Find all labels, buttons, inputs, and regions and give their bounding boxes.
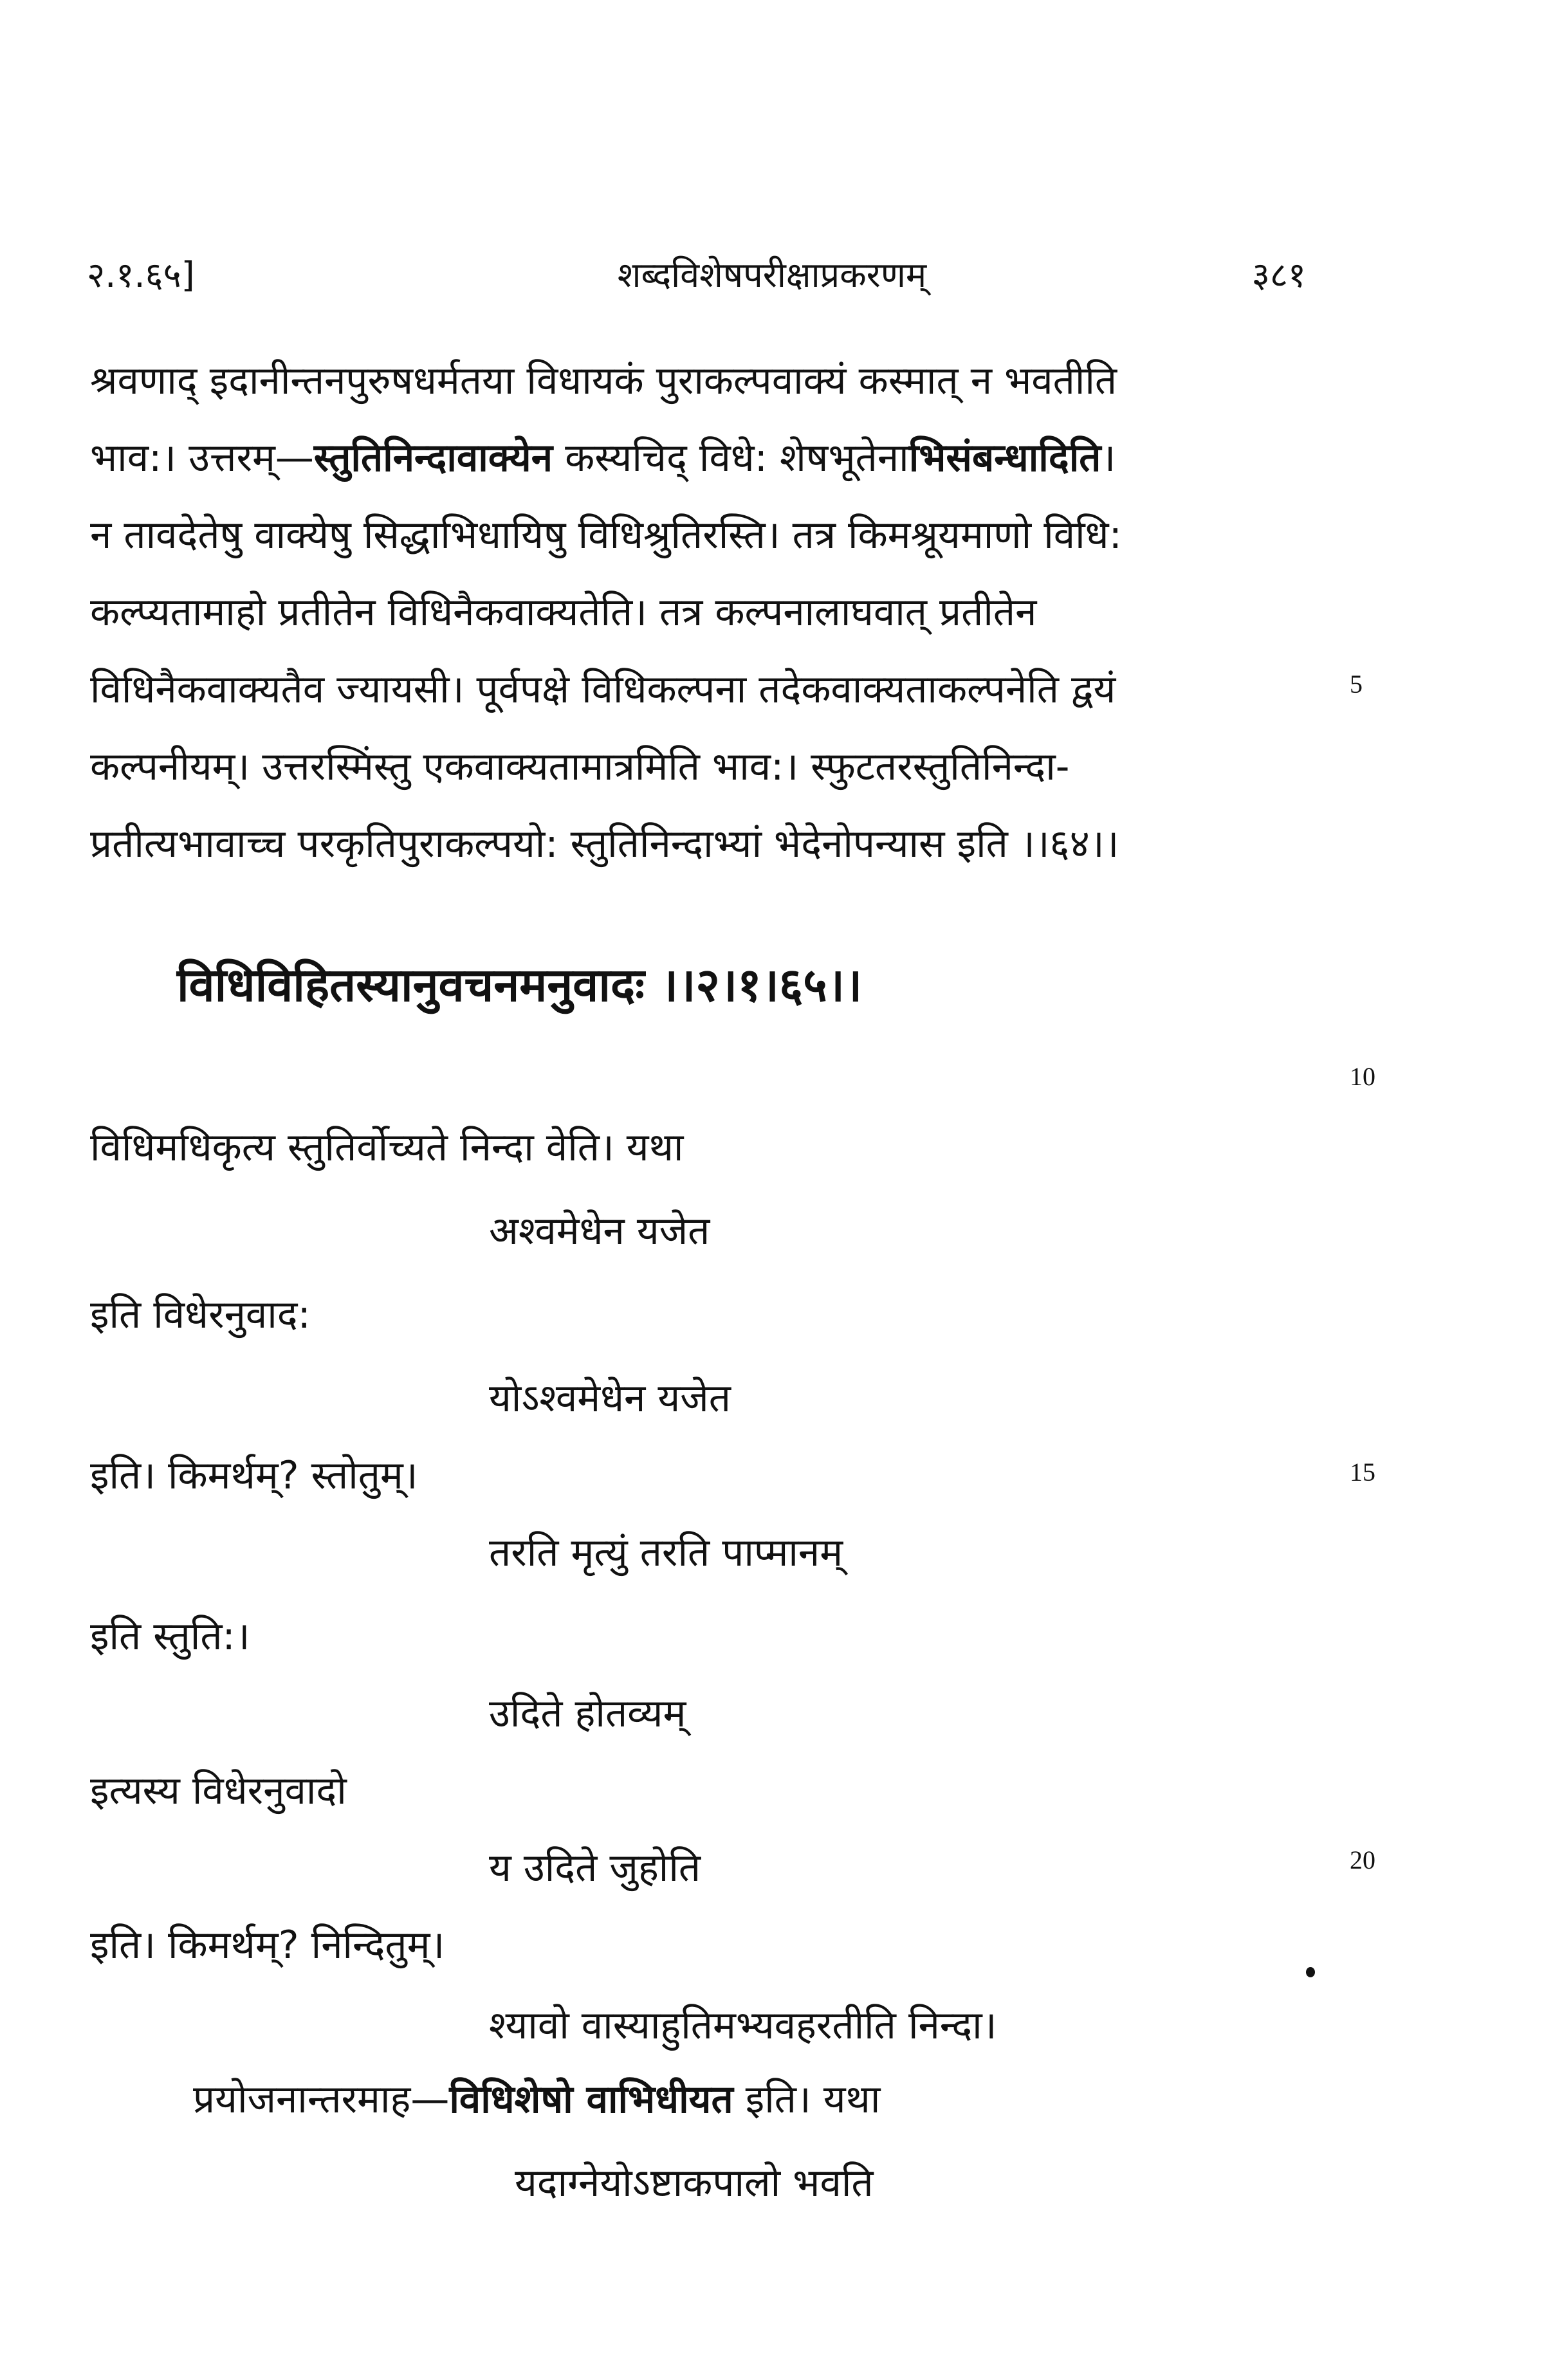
- commentary-line: इत्यस्य विधेरनुवादो: [90, 1768, 347, 1813]
- paragraph-line: कल्पनीयम्। उत्तरस्मिंस्तु एकवाक्यतामात्रमिति भाव:। स्फुटतरस्तुतिनिन्दा-: [90, 744, 1070, 789]
- commentary-line: इति। किमर्थम्? निन्दितुम्।: [90, 1923, 445, 1968]
- commentary-paragraph: [90, 342, 1300, 883]
- paragraph-line: कल्प्यतामाहो प्रतीतेन विधिनैकवाक्यतेति। तत्र कल्पनालाघवात् प्रतीतेन: [90, 590, 1037, 635]
- line-number: 15: [1350, 1458, 1375, 1487]
- page-number: ३८१: [1251, 255, 1306, 295]
- paragraph-line: विधिनैकवाक्यतैव ज्यायसी। पूर्वपक्षे विधिकल्पना तदेकवाक्यताकल्पनेति द्वयं: [90, 667, 1116, 712]
- commentary-line: [193, 2071, 880, 2124]
- paragraph-line: श्रवणाद् इदानीन्तनपुरुषधर्मतया विधायकं पुराकल्पवाक्यं कस्मात् न भवतीति: [90, 358, 1117, 403]
- quoted-text: य उदिते जुहोति: [489, 1845, 701, 1890]
- quoted-text: यदाग्नेयोऽष्टाकपालो भवति: [515, 2161, 874, 2206]
- commentary-line: इति। किमर्थम्? स्तोतुम्।: [90, 1453, 418, 1498]
- line-number: 5: [1350, 670, 1363, 699]
- paragraph-line: [90, 419, 1300, 497]
- text-span: ।: [1101, 435, 1116, 481]
- paragraph-line: प्रतीत्यभावाच्च परकृतिपुराकल्पयो: स्तुतिनिन्दाभ्यां भेदेनोपन्यास इति ।।६४।।: [90, 821, 1119, 866]
- bold-quote: स्तुतिनिन्दावाक्येन: [313, 435, 553, 481]
- text-span: भाव:। उत्तरम्—: [90, 435, 314, 481]
- running-title: शब्दविशेषपरीक्षाप्रकरणम्: [617, 255, 927, 295]
- quoted-text: योऽश्वमेधेन यजेत: [489, 1376, 731, 1421]
- commentary-line: इति विधेरनुवाद:: [90, 1292, 311, 1337]
- line-number: 20: [1350, 1845, 1375, 1874]
- sutra-heading: विधिविहितस्यानुवचनमनुवादः ।।२।१।६५।।: [177, 958, 863, 1012]
- bold-quote: भिसंबन्धादिति: [908, 435, 1101, 481]
- commentary-line: विधिमधिकृत्य स्तुतिर्वोच्यते निन्दा वेति। यथा: [90, 1125, 684, 1170]
- line-number: 10: [1350, 1062, 1375, 1091]
- text-span: कस्यचिद् विधे: शेषभूतेना: [553, 435, 909, 481]
- bold-quote: विधिशेषो वाभिधीयत: [449, 2077, 733, 2122]
- section-reference: २.१.६५]: [87, 255, 195, 295]
- quoted-text: श्यावो वास्याहुतिमभ्यवहरतीति निन्दा।: [489, 2003, 997, 2048]
- quoted-text: अश्वमेधेन यजेत: [489, 1209, 710, 1254]
- paragraph-line: न तावदेतेषु वाक्येषु सिद्धाभिधायिषु विधिश्रुतिरस्ति। तत्र किमश्रूयमाणो विधि:: [90, 513, 1122, 558]
- quoted-text: उदिते होतव्यम्: [489, 1691, 686, 1736]
- quoted-text: तरति मृत्युं तरति पाप्मानम्: [489, 1530, 843, 1575]
- commentary-line: इति स्तुति:।: [90, 1614, 250, 1659]
- text-span: इति। यथा: [733, 2077, 881, 2122]
- text-span: प्रयोजनान्तरमाह—: [193, 2077, 450, 2122]
- ink-speck: [1306, 1967, 1315, 1977]
